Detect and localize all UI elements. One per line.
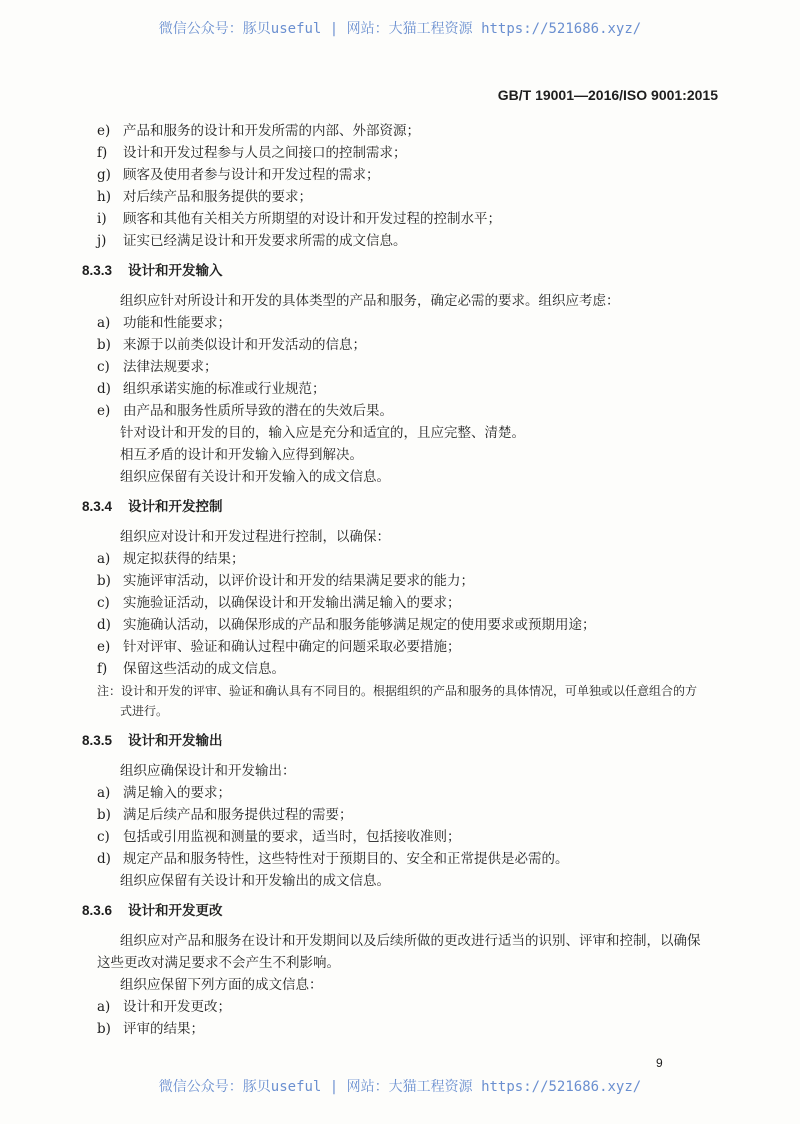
list-item-text: 保留这些活动的成文信息。 xyxy=(123,661,285,677)
list-item-label: a) xyxy=(97,551,111,567)
paragraph: 组织应对产品和服务在设计和开发期间以及后续所做的更改进行适当的识别、评审和控制，以确保 xyxy=(120,933,701,949)
page-number: 9 xyxy=(656,1056,663,1070)
list-item-label: h) xyxy=(97,189,111,205)
note-text: 注：设计和开发的评审、验证和确认具有不同目的。根据组织的产品和服务的具体情况，可单独或以任意组合的方 xyxy=(97,684,698,698)
list-item-label: c) xyxy=(97,829,110,845)
section-heading xyxy=(82,732,223,750)
section-number: 8.3.4 xyxy=(82,499,113,514)
list-item-text: 满足后续产品和服务提供过程的需要； xyxy=(123,807,353,823)
list-item-label: b) xyxy=(97,337,111,353)
list-item-label: b) xyxy=(97,807,111,823)
list-item-label: c) xyxy=(97,359,110,375)
list-item-label: d) xyxy=(97,381,111,397)
note-text: 式进行。 xyxy=(120,704,169,718)
list-item-label: f) xyxy=(97,661,108,677)
list-item-text: 规定产品和服务特性，这些特性对于预期目的、安全和正常提供是必需的。 xyxy=(123,851,569,867)
section-title: 设计和开发输出 xyxy=(128,733,223,749)
list-item-label: a) xyxy=(97,785,111,801)
list-item-text: 实施验证活动，以确保设计和开发输出满足输入的要求； xyxy=(123,595,461,611)
list-item-text: 法律法规要求； xyxy=(123,359,218,375)
list-item-label: g) xyxy=(97,167,111,183)
paragraph: 组织应对设计和开发过程进行控制，以确保： xyxy=(120,529,390,545)
list-item-label: a) xyxy=(97,999,111,1015)
list-item-text: 由产品和服务性质所导致的潜在的失效后果。 xyxy=(123,403,393,419)
list-item-label: e) xyxy=(97,639,111,655)
list-item-label: d) xyxy=(97,617,111,633)
standard-header: GB/T 19001—2016/ISO 9001:2015 xyxy=(497,87,718,103)
list-item-text: 包括或引用监视和测量的要求，适当时，包括接收准则； xyxy=(123,829,461,845)
list-item-label: e) xyxy=(97,123,111,139)
section-heading xyxy=(82,902,223,920)
list-item-label: a) xyxy=(97,315,111,331)
list-item-label: b) xyxy=(97,1021,111,1037)
section-heading xyxy=(82,498,223,516)
list-item-text: 证实已经满足设计和开发要求所需的成文信息。 xyxy=(123,233,407,249)
paragraph: 组织应保留有关设计和开发输入的成文信息。 xyxy=(120,469,390,485)
paragraph: 组织应针对所设计和开发的具体类型的产品和服务，确定必需的要求。组织应考虑： xyxy=(120,293,620,309)
section-title: 设计和开发控制 xyxy=(128,499,223,515)
list-item-text: 设计和开发过程参与人员之间接口的控制需求； xyxy=(123,145,407,161)
watermark-top: 微信公众号：豚贝useful | 网站：大猫工程资源 https://521686.xyz/ xyxy=(158,21,642,37)
section-number: 8.3.5 xyxy=(82,733,113,748)
list-item-label: b) xyxy=(97,573,111,589)
watermark-bottom: 微信公众号：豚贝useful | 网站：大猫工程资源 https://521686.xyz/ xyxy=(158,1079,642,1095)
list-item-text: 评审的结果； xyxy=(123,1021,204,1037)
list-item-text: 对后续产品和服务提供的要求； xyxy=(123,189,312,205)
paragraph: 针对设计和开发的目的，输入应是充分和适宜的，且应完整、清楚。 xyxy=(120,425,525,441)
list-item-text: 实施确认活动，以确保形成的产品和服务能够满足规定的使用要求或预期用途； xyxy=(123,617,596,633)
list-item-label: f) xyxy=(97,145,108,161)
list-item-text: 规定拟获得的结果； xyxy=(123,551,245,567)
list-item-text: 针对评审、验证和确认过程中确定的问题采取必要措施； xyxy=(123,639,461,655)
section-heading xyxy=(82,262,223,280)
list-item-label: c) xyxy=(97,595,110,611)
list-item-text: 组织承诺实施的标准或行业规范； xyxy=(123,381,326,397)
list-item-text: 顾客和其他有关相关方所期望的对设计和开发过程的控制水平； xyxy=(123,211,501,227)
section-title: 设计和开发输入 xyxy=(128,263,223,279)
list-item-text: 功能和性能要求； xyxy=(123,315,231,331)
list-item-label: j) xyxy=(97,233,107,249)
paragraph: 这些更改对满足要求不会产生不利影响。 xyxy=(97,955,340,971)
list-item-text: 满足输入的要求； xyxy=(123,785,231,801)
paragraph: 组织应确保设计和开发输出： xyxy=(120,763,296,779)
list-item-text: 实施评审活动，以评价设计和开发的结果满足要求的能力； xyxy=(123,573,474,589)
list-item-text: 顾客及使用者参与设计和开发过程的需求； xyxy=(123,167,380,183)
list-item-label: d) xyxy=(97,851,111,867)
list-item-text: 设计和开发更改； xyxy=(123,999,231,1015)
section-title: 设计和开发更改 xyxy=(128,903,223,919)
list-item-text: 来源于以前类似设计和开发活动的信息； xyxy=(123,337,366,353)
list-item-text: 产品和服务的设计和开发所需的内部、外部资源； xyxy=(123,123,420,139)
paragraph: 组织应保留下列方面的成文信息： xyxy=(120,977,323,993)
section-number: 8.3.3 xyxy=(82,263,113,278)
list-item-label: i) xyxy=(97,211,107,227)
paragraph: 相互矛盾的设计和开发输入应得到解决。 xyxy=(120,447,363,463)
section-number: 8.3.6 xyxy=(82,903,113,918)
list-item-label: e) xyxy=(97,403,111,419)
paragraph: 组织应保留有关设计和开发输出的成文信息。 xyxy=(120,873,390,889)
